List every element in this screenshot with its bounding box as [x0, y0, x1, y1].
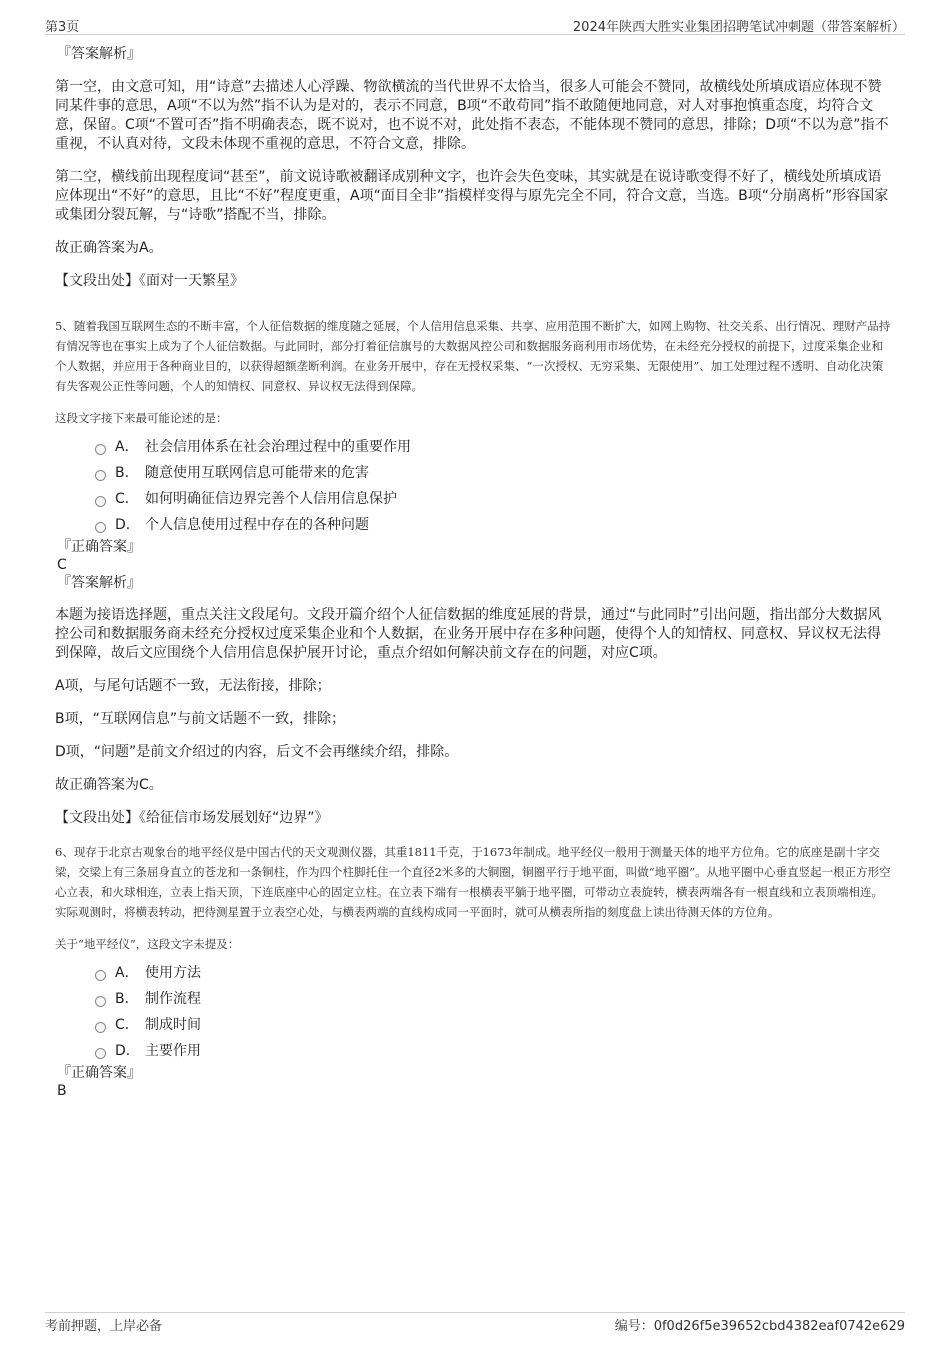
analysis-label: 『答案解析』 [57, 575, 141, 591]
option-letter: C． [115, 491, 139, 507]
radio-icon[interactable] [95, 444, 106, 455]
option-list [95, 960, 893, 1064]
option-letter: B． [115, 991, 139, 1007]
option-text: 制成时间 [145, 1017, 201, 1033]
document-id: 编号：0f0d26f5e39652cbd4382eaf0742e629 [614, 1319, 905, 1334]
correct-answer-label: 『正确答案』 [57, 1065, 141, 1081]
option-text: 随意使用互联网信息可能带来的危害 [145, 465, 369, 481]
radio-icon[interactable] [95, 470, 106, 481]
analysis-option-b: B项，“互联网信息”与前文话题不一致，排除； [55, 711, 346, 727]
option-letter: B． [115, 465, 139, 481]
option-a[interactable] [95, 434, 893, 460]
option-text: 社会信用体系在社会治理过程中的重要作用 [145, 439, 411, 455]
page-number: 第3页 [45, 20, 80, 35]
analysis-label: 『答案解析』 [57, 46, 141, 62]
analysis-paragraph: 第一空，由文意可知，用“诗意”去描述人心浮躁、物欲横流的当代世界不太恰当，很多人可能会不赞同，故横线处所填成语应体现不赞同某件事的意思，A项“不以为然”指不认为是对的，表示不同意，B项“不敢苟同”指不敢随便地同意，对人对事抱慎重态度，均符合文意，保留。C项“不置可否”指不明确表态，既不说对，也不说不对，此处指不表态，不能体现不赞同的意思，排除；D项“不以为意”指不重视，不认真对待，文段未体现不重视的意思，不符合文意，排除。 [55, 79, 889, 152]
analysis-paragraph: 本题为接语选择题，重点关注文段尾句。文段开篇介绍个人征信数据的维度延展的背景，通过“与此同时”引出问题，指出部分大数据风控公司和数据服务商未经充分授权过度采集企业和个人数据，在业务开展中存在多种问题，使得个人的知情权、同意权、异议权无法得到保障，故后文应围绕个人信用信息保护展开讨论，重点介绍如何解决前文存在的问题，对应C项。 [55, 607, 882, 661]
document-title: 2024年陕西大胜实业集团招聘笔试冲刺题（带答案解析） [572, 20, 905, 35]
analysis-paragraph: 第二空，横线前出现程度词“甚至”，前文说诗歌被翻译成别种文字，也许会失色变味，其实就是在说诗歌变得不好了，横线处所填成语应体现出“不好”的意思，且比“不好”程度更重，A项“面目全非”指模样变得与原先完全不同，符合文意，当选。B项“分崩离析”形容国家或集团分裂瓦解，与“诗歌”搭配不当，排除。 [55, 169, 889, 223]
option-letter: D． [115, 517, 140, 533]
option-b[interactable] [95, 460, 893, 486]
page-header [45, 14, 905, 35]
conclusion: 故正确答案为C。 [55, 777, 163, 793]
option-d[interactable] [95, 1038, 893, 1064]
option-letter: A． [115, 439, 139, 455]
option-letter: D． [115, 1043, 140, 1059]
analysis-option-d: D项，“问题”是前文介绍过的内容，后文不会再继续介绍，排除。 [55, 744, 459, 760]
option-letter: A． [115, 965, 139, 981]
option-text: 个人信息使用过程中存在的各种问题 [145, 517, 369, 533]
option-list [95, 434, 893, 538]
question-prompt: 这段文字接下来最可能论述的是： [55, 411, 228, 425]
option-text: 如何明确征信边界完善个人信用信息保护 [145, 491, 397, 507]
option-d[interactable] [95, 512, 893, 538]
correct-answer: B [57, 1083, 67, 1099]
footer-slogan: 考前押题，上岸必备 [45, 1319, 163, 1334]
option-letter: C． [115, 1017, 139, 1033]
option-text: 使用方法 [145, 965, 201, 981]
question-text: 6、现存于北京古观象台的地平经仪是中国古代的天文观测仪器，其重1811千克，于1673年制成。地平经仪一般用于测量天体的地平方位角。它的底座是副十字交梁，交梁上有三条屈身直立的苍龙和一条铜柱，作为四个柱脚托住一个直径2米多的大铜圈，铜圈平行于地平面，叫做“地平圈”。从地平圈中心垂直竖起一根正方形空心立表，和火球相连，立表上指天顶，下连底座中心的固定立柱。在立表下端有一根横表平躺于地平圈，可带动立表旋转，横表两端各有一根直线和立表顶端相连。实际观测时，将横表转动，把待测星置于立表空心处，与横表两端的直线构成同一平面时，就可从横表所指的刻度盘上读出待测天体的方位角。 [55, 845, 891, 919]
radio-icon[interactable] [95, 1048, 106, 1059]
question-prompt: 关于“地平经仪”，这段文字未提及： [55, 937, 240, 951]
option-c[interactable] [95, 1012, 893, 1038]
radio-icon[interactable] [95, 970, 106, 981]
option-b[interactable] [95, 986, 893, 1012]
option-a[interactable] [95, 960, 893, 986]
option-c[interactable] [95, 486, 893, 512]
radio-icon[interactable] [95, 496, 106, 507]
correct-answer-label: 『正确答案』 [57, 539, 141, 555]
analysis-option-a: A项，与尾句话题不一致，无法衔接，排除； [55, 678, 331, 694]
radio-icon[interactable] [95, 996, 106, 1007]
source-citation: 【文段出处】《给征信市场发展划好“边界”》 [55, 810, 329, 826]
source-citation: 【文段出处】《面对一天繁星》 [55, 273, 244, 289]
question-text: 5、随着我国互联网生态的不断丰富，个人征信数据的维度随之延展，个人信用信息采集、共享、应用范围不断扩大，如网上购物、社交关系、出行情况、理财产品持有情况等也在事实上成为了个人征信数据。与此同时，部分打着征信旗号的大数据风控公司和数据服务商利用市场优势，在未经充分授权的前提下，过度采集企业和个人数据，并应用于各种商业目的，以获得超额垄断利润。在业务开展中，存在无授权采集、“一次授权、无穷采集、无限使用”、加工处理过程不透明、自动化决策有失客观公正性等问题，个人的知情权、同意权、异议权无法得到保障。 [55, 319, 891, 393]
option-text: 主要作用 [145, 1043, 201, 1059]
page-footer [45, 1312, 905, 1335]
correct-answer: C [57, 557, 67, 573]
radio-icon[interactable] [95, 1022, 106, 1033]
page-content [55, 44, 893, 1100]
radio-icon[interactable] [95, 522, 106, 533]
option-text: 制作流程 [145, 991, 201, 1007]
conclusion: 故正确答案为A。 [55, 240, 163, 256]
